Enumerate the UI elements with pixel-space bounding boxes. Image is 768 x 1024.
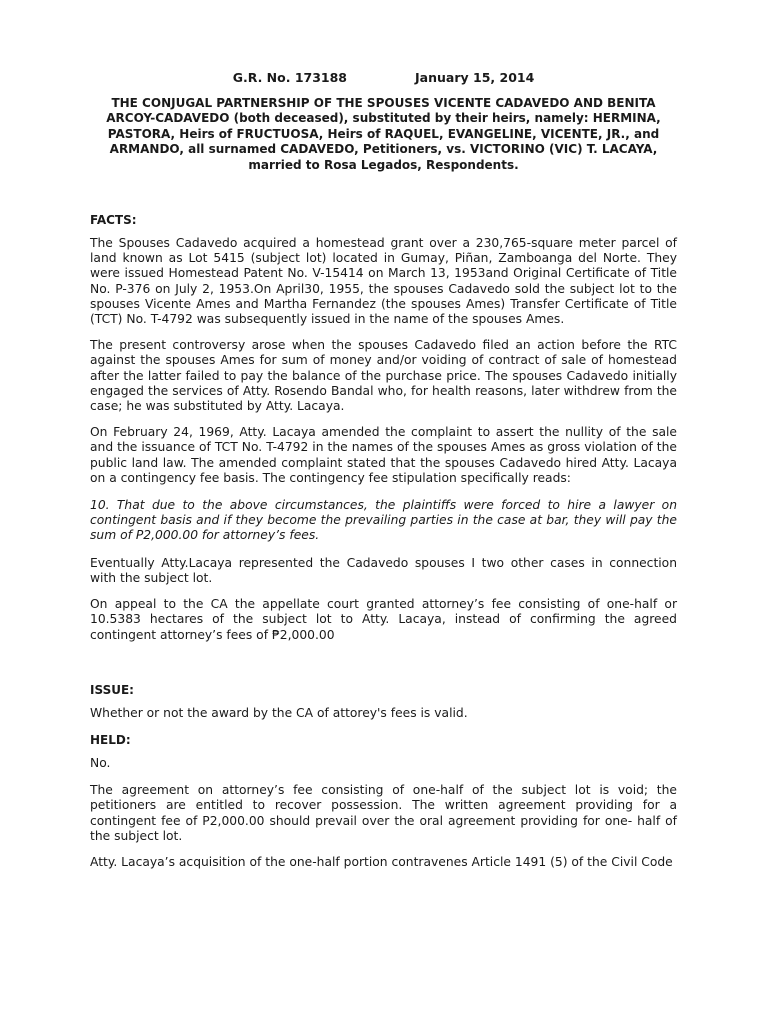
facts-heading: FACTS: [90,213,137,228]
held-paragraph: Atty. Lacaya’s acquisition of the one-half portion contravenes Article 1491 (5) of the Civil Code [90,854,673,869]
issue-heading: ISSUE: [90,682,134,697]
held-heading: HELD: [90,732,131,747]
document-page [90,70,677,870]
case-date: January 15, 2014 [415,70,535,85]
held-paragraph: No. [90,755,111,770]
held-paragraph: The agreement on attorney’s fee consisting of one-half of the subject lot is void; the petitioners are entitled to recover possession. The written agreement providing for a contingent fee of P2,000.00 should prevail over the oral agreement providing for one- half of the subject lot. [90,783,677,843]
issue-paragraph: Whether or not the award by the CA of attorey's fees is valid. [90,705,468,720]
case-parties: THE CONJUGAL PARTNERSHIP OF THE SPOUSES VICENTE CADAVEDO AND BENITA ARCOY-CADAVEDO (both deceased), substituted by their heirs, namely: HERMINA, PASTORA, Heirs of FRUCTUOSA, Heirs of RAQUEL, EVANGELINE, VICENTE, JR., and ARMANDO, all surnamed CADAVEDO, Petitioners, vs. VICTORINO (VIC) T. LACAYA, married to Rosa Legados, Respondents. [106,96,661,172]
case-number: G.R. No. 173188 [232,70,348,85]
facts-paragraph: Eventually Atty.Lacaya represented the Cadavedo spouses I two other cases in connection with the subject lot. [90,555,677,585]
facts-paragraph: On appeal to the CA the appellate court granted attorney’s fee consisting of one-half or 10.5383 hectares of the subject lot to Atty. Lacaya, instead of confirming the agreed contingent attorney’s fees of ₱2,000.00 [90,597,677,642]
facts-paragraph: The Spouses Cadavedo acquired a homestead grant over a 230,765-square meter parcel of land known as Lot 5415 (subject lot) located in Gumay, Piñan, Zamboanga del Norte. They were issued Homestead Patent No. V-15414 on March 13, 1953and Original Certificate of Title No. P-376 on July 2, 1953.On April30, 1955, the spouses Cadavedo sold the subject lot to the spouses Vicente Ames and Martha Fernandez (the spouses Ames) Transfer Certificate of Title (TCT) No. T-4792 was subsequently issued in the name of the spouses Ames. [90,236,677,327]
facts-paragraph: On February 24, 1969, Atty. Lacaya amended the complaint to assert the nullity of the sale and the issuance of TCT No. T-4792 in the names of the spouses Ames as gross violation of the public land law. The amended complaint stated that the spouses Cadavedo hired Atty. Lacaya on a contingency fee basis. The contingency fee stipulation specifically reads: [90,425,677,485]
case-header [90,70,677,85]
contingency-fee-quote: 10. That due to the above circumstances, the plaintiffs were forced to hire a lawyer on contingent basis and if they become the prevailing parties in the case at bar, they will pay the sum of P2,000.00 for attorney’s fees. [90,498,677,543]
facts-paragraph: The present controversy arose when the spouses Cadavedo filed an action before the RTC against the spouses Ames for sum of money and/or voiding of contract of sale of homestead after the latter failed to pay the balance of the purchase price. The spouses Cadavedo initially engaged the services of Atty. Rosendo Bandal who, for health reasons, later withdrew from the case; he was substituted by Atty. Lacaya. [90,338,677,414]
